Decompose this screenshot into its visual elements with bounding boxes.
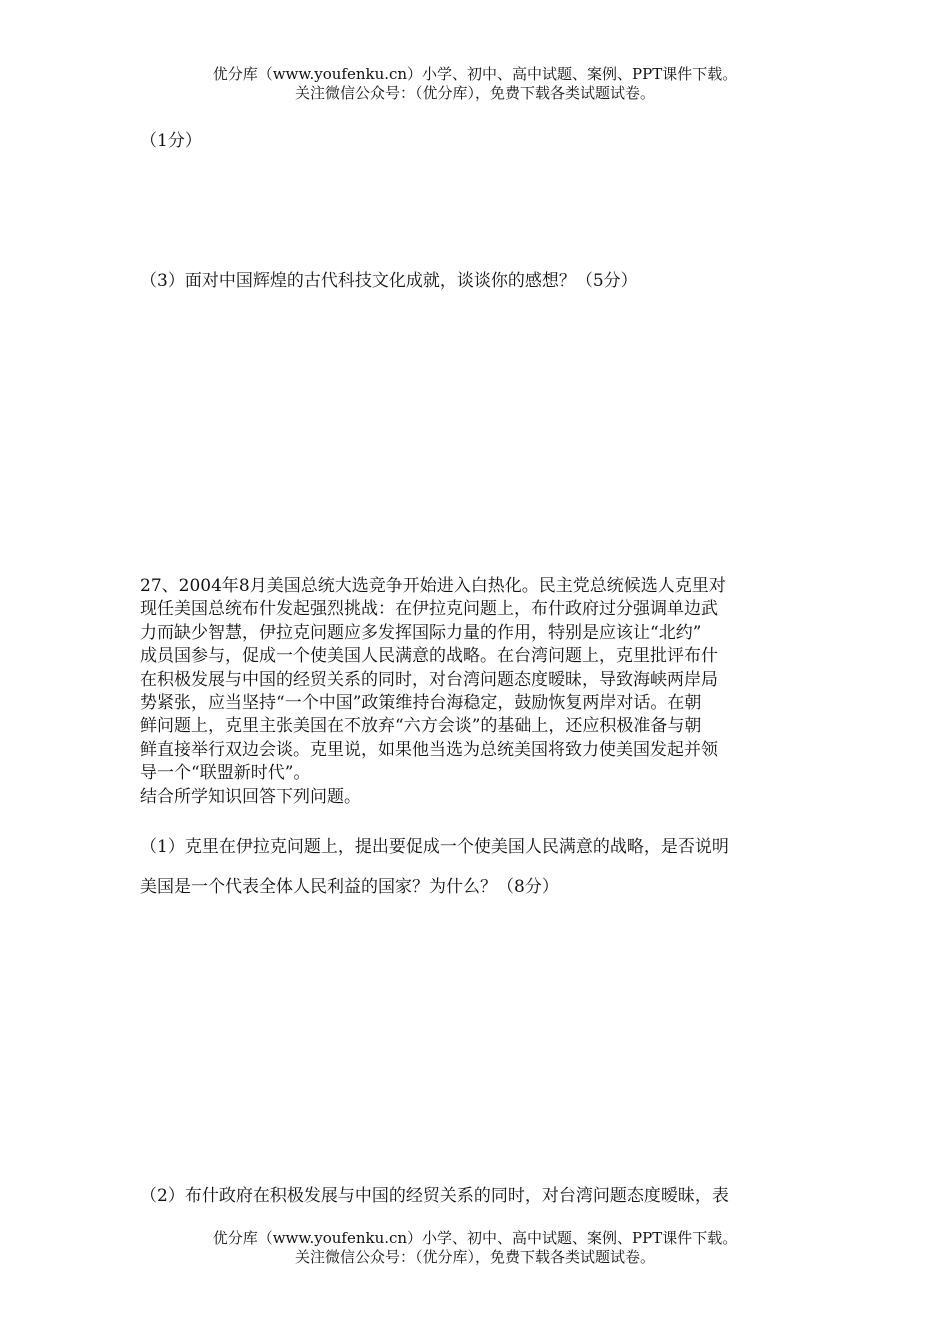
page-footer <box>0 1229 950 1267</box>
footer-line-1: 优分库（www.youfenku.cn）小学、初中、高中试题、案例、PPT课件下载。 <box>212 1229 738 1247</box>
passage-line: 在积极发展与中国的经贸关系的同时，对台湾问题态度暧昧，导致海峡两岸局 <box>140 669 718 690</box>
question-3: （3）面对中国辉煌的古代科技文化成就，谈谈你的感想？（5分） <box>140 271 638 291</box>
passage-instruction: 结合所学知识回答下列问题。 <box>140 786 361 807</box>
passage-line: 27、2004年8月美国总统大选竞争开始进入白热化。民主党总统候选人克里对 <box>140 576 726 596</box>
header-line-2: 关注微信公众号：（优分库），免费下载各类试题试卷。 <box>294 84 655 102</box>
question-27-2-line-1: （2）布什政府在积极发展与中国的经贸关系的同时，对台湾问题态度暧昧，表 <box>140 1186 729 1206</box>
page-header <box>0 65 950 103</box>
footer-line-2: 关注微信公众号：（优分库），免费下载各类试题试卷。 <box>294 1248 655 1266</box>
question-27-passage <box>140 575 726 809</box>
header-line-1: 优分库（www.youfenku.cn）小学、初中、高中试题、案例、PPT课件下载。 <box>212 65 738 83</box>
passage-line: 导一个“联盟新时代”。 <box>140 763 311 784</box>
passage-line: 势紧张，应当坚持“一个中国”政策维持台海稳定，鼓励恢复两岸对话。在朝 <box>140 693 702 714</box>
score-note: （1分） <box>140 131 202 151</box>
passage-line: 鲜直接举行双边会谈。克里说，如果他当选为总统美国将致力使美国发起并领 <box>140 739 718 760</box>
passage-line: 力而缺少智慧，伊拉克问题应多发挥国际力量的作用，特别是应该让“北约” <box>140 622 702 643</box>
passage-line: 鲜问题上，克里主张美国在不放弃“六方会谈”的基础上，还应积极准备与朝 <box>140 716 702 737</box>
passage-line: 现任美国总统布什发起强烈挑战：在伊拉克问题上，布什政府过分强调单边武 <box>140 599 718 620</box>
question-27-1-line-2: 美国是一个代表全体人民利益的国家？为什么？（8分） <box>140 877 559 897</box>
question-27-1-line-1: （1）克里在伊拉克问题上，提出要促成一个使美国人民满意的战略，是否说明 <box>140 837 729 857</box>
passage-line: 成员国参与，促成一个使美国人民满意的战略。在台湾问题上，克里批评布什 <box>140 646 718 667</box>
